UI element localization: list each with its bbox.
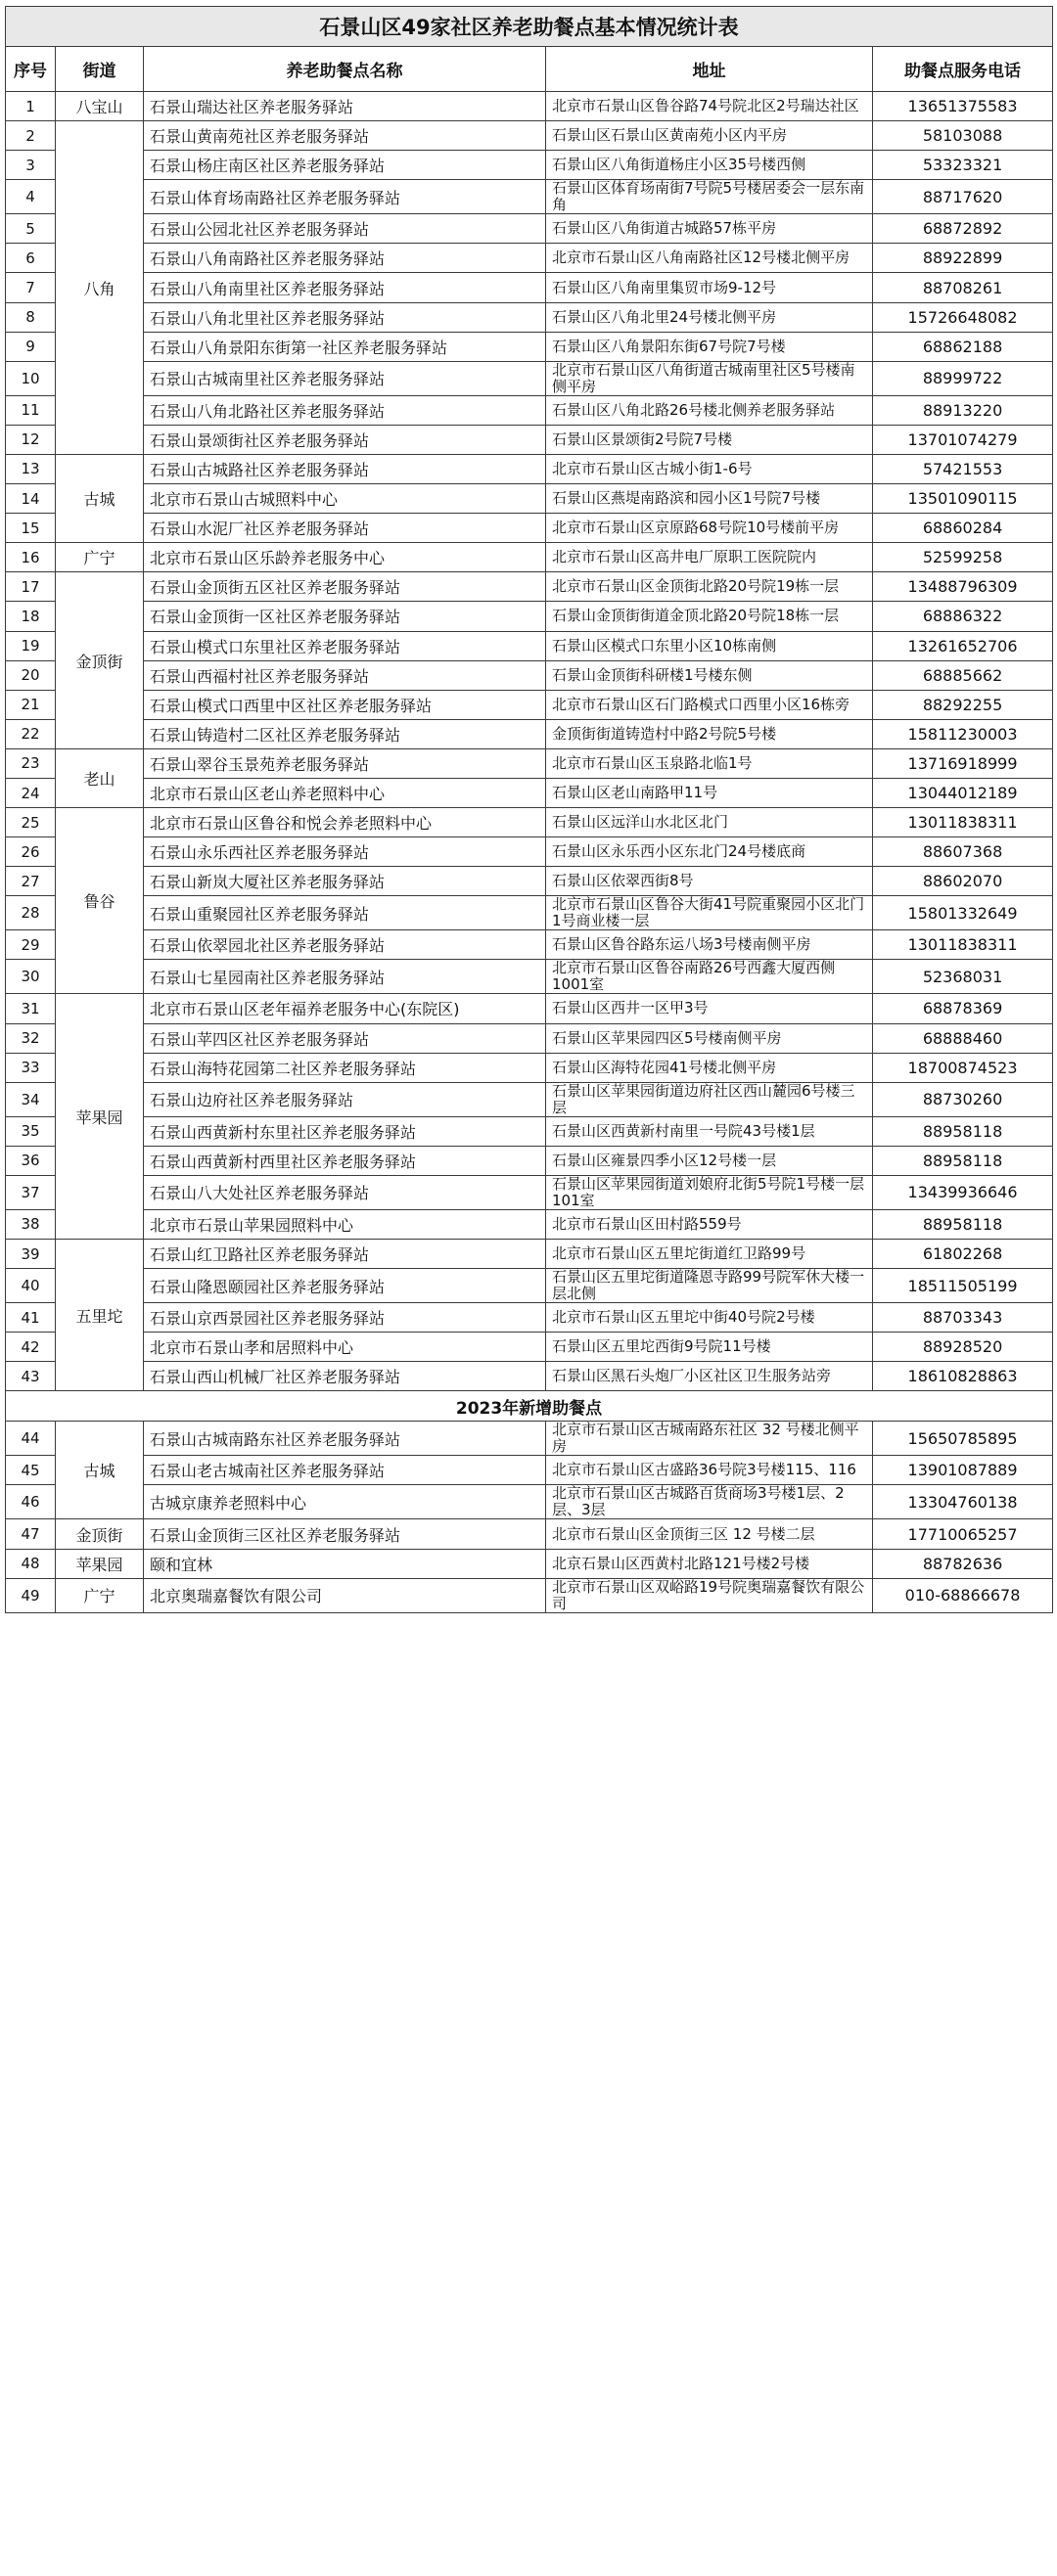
table-row (6, 425, 1053, 454)
row-address: 石景山区体育场南街7号院5号楼居委会一层东南角 (546, 180, 873, 214)
table-row (6, 151, 1053, 180)
table-row (6, 92, 1053, 121)
row-address: 石景山区永乐西小区东北门24号楼底商 (546, 837, 873, 867)
row-street: 广宁 (56, 1578, 144, 1612)
row-address: 石景山金顶街街道金顶北路20号院18栋一层 (546, 602, 873, 631)
row-phone: 88958118 (873, 1146, 1053, 1175)
row-phone: 17710065257 (873, 1519, 1053, 1549)
row-name: 石景山金顶街三区社区养老服务驿站 (144, 1519, 546, 1549)
table-row (6, 690, 1053, 719)
header-phone: 助餐点服务电话 (873, 47, 1053, 92)
row-index: 17 (6, 572, 56, 602)
row-name: 石景山七星园南社区养老服务驿站 (144, 960, 546, 994)
row-street: 金顶街 (56, 572, 144, 749)
row-address: 石景山区八角景阳东街67号院7号楼 (546, 332, 873, 361)
row-index: 42 (6, 1333, 56, 1362)
row-index: 18 (6, 602, 56, 631)
table-row (6, 1362, 1053, 1391)
row-phone: 68878369 (873, 994, 1053, 1023)
row-address: 石景山区八角南里集贸市场9-12号 (546, 273, 873, 302)
table-row (6, 484, 1053, 514)
row-address: 金顶街街道铸造村中路2号院5号楼 (546, 719, 873, 748)
table-row (6, 1240, 1053, 1269)
row-name: 颐和宜林 (144, 1549, 546, 1578)
row-name: 石景山苹四区社区养老服务驿站 (144, 1023, 546, 1053)
row-address: 北京市石景山区八角南路社区12号楼北侧平房 (546, 244, 873, 273)
row-address: 北京市石景山区田村路559号 (546, 1209, 873, 1239)
table-row (6, 1116, 1053, 1146)
row-phone: 88958118 (873, 1209, 1053, 1239)
row-phone: 13439936646 (873, 1175, 1053, 1209)
row-phone: 61802268 (873, 1240, 1053, 1269)
row-index: 46 (6, 1485, 56, 1519)
row-name: 石景山古城路社区养老服务驿站 (144, 454, 546, 483)
row-address: 石景山区苹果园街道边府社区西山麓园6号楼三层 (546, 1082, 873, 1116)
row-address: 石景山区八角北路26号楼北侧养老服务驿站 (546, 395, 873, 425)
row-phone: 68888460 (873, 1023, 1053, 1053)
row-phone: 68862188 (873, 332, 1053, 361)
row-name: 石景山公园北社区养老服务驿站 (144, 214, 546, 244)
table-row (6, 395, 1053, 425)
row-index: 22 (6, 719, 56, 748)
row-index: 12 (6, 425, 56, 454)
row-phone: 88958118 (873, 1116, 1053, 1146)
row-index: 5 (6, 214, 56, 244)
row-street: 八宝山 (56, 92, 144, 121)
row-phone: 13716918999 (873, 748, 1053, 778)
row-name: 北京市石景山区鲁谷和悦会养老照料中心 (144, 808, 546, 837)
row-phone: 68886322 (873, 602, 1053, 631)
row-address: 北京市石景山区鲁谷路74号院北区2号瑞达社区 (546, 92, 873, 121)
row-name: 石景山翠谷玉景苑养老服务驿站 (144, 748, 546, 778)
row-phone: 88708261 (873, 273, 1053, 302)
row-address: 石景山区五里坨西街9号院11号楼 (546, 1333, 873, 1362)
row-address: 北京市石景山区五里坨街道红卫路99号 (546, 1240, 873, 1269)
row-name: 石景山新岚大厦社区养老服务驿站 (144, 867, 546, 896)
row-phone: 52368031 (873, 960, 1053, 994)
row-address: 石景山区依翠西街8号 (546, 867, 873, 896)
row-address: 石景山区远洋山水北区北门 (546, 808, 873, 837)
table-row (6, 1209, 1053, 1239)
row-index: 21 (6, 690, 56, 719)
row-phone: 58103088 (873, 121, 1053, 151)
row-index: 36 (6, 1146, 56, 1175)
row-name: 石景山重聚园社区养老服务驿站 (144, 896, 546, 930)
row-address: 北京市石景山区玉泉路北临1号 (546, 748, 873, 778)
row-name: 石景山边府社区养老服务驿站 (144, 1082, 546, 1116)
row-address: 北京市石景山区古城小街1-6号 (546, 454, 873, 483)
row-index: 44 (6, 1422, 56, 1456)
row-phone: 13701074279 (873, 425, 1053, 454)
table-row (6, 960, 1053, 994)
section-header-2023: 2023年新增助餐点 (6, 1391, 1053, 1422)
row-index: 32 (6, 1023, 56, 1053)
row-name: 石景山古城南里社区养老服务驿站 (144, 361, 546, 395)
row-index: 38 (6, 1209, 56, 1239)
row-address: 北京市石景山区金顶街北路20号院19栋一层 (546, 572, 873, 602)
row-name: 石景山八角北里社区养老服务驿站 (144, 302, 546, 332)
table-row (6, 302, 1053, 332)
table-row (6, 631, 1053, 660)
row-name: 石景山西山机械厂社区养老服务驿站 (144, 1362, 546, 1391)
row-name: 北京市石景山区老山养老照料中心 (144, 778, 546, 807)
row-name: 石景山水泥厂社区养老服务驿站 (144, 514, 546, 543)
row-name: 石景山隆恩颐园社区养老服务驿站 (144, 1269, 546, 1303)
table-row (6, 1146, 1053, 1175)
row-address: 石景山区石景山区黄南苑小区内平房 (546, 121, 873, 151)
row-phone: 88730260 (873, 1082, 1053, 1116)
row-name: 北京奥瑞嘉餐饮有限公司 (144, 1578, 546, 1612)
table-row (6, 121, 1053, 151)
row-phone: 88292255 (873, 690, 1053, 719)
row-phone: 18700874523 (873, 1053, 1053, 1082)
row-name: 北京市石景山区乐龄养老服务中心 (144, 543, 546, 572)
row-name: 石景山八大处社区养老服务驿站 (144, 1175, 546, 1209)
row-address: 北京市石景山区八角街道古城南里社区5号楼南侧平房 (546, 361, 873, 395)
row-index: 13 (6, 454, 56, 483)
row-phone: 010-68866678 (873, 1578, 1053, 1612)
table-row (6, 660, 1053, 690)
row-index: 15 (6, 514, 56, 543)
row-index: 14 (6, 484, 56, 514)
row-address: 石景山区模式口东里小区10栋南侧 (546, 631, 873, 660)
row-phone: 13901087889 (873, 1456, 1053, 1485)
row-phone: 15801332649 (873, 896, 1053, 930)
table-row (6, 1519, 1053, 1549)
header-street: 街道 (56, 47, 144, 92)
row-name: 石景山景颂街社区养老服务驿站 (144, 425, 546, 454)
row-phone: 88922899 (873, 244, 1053, 273)
row-name: 石景山西黄新村西里社区养老服务驿站 (144, 1146, 546, 1175)
row-index: 19 (6, 631, 56, 660)
row-phone: 13651375583 (873, 92, 1053, 121)
row-phone: 15650785895 (873, 1422, 1053, 1456)
row-name: 石景山八角景阳东街第一社区养老服务驿站 (144, 332, 546, 361)
row-name: 石景山依翠园北社区养老服务驿站 (144, 930, 546, 960)
row-index: 48 (6, 1549, 56, 1578)
row-name: 石景山红卫路社区养老服务驿站 (144, 1240, 546, 1269)
stats-sheet (5, 6, 1052, 1613)
row-phone: 18511505199 (873, 1269, 1053, 1303)
row-address: 北京市石景山区古城路百货商场3号楼1层、2层、3层 (546, 1485, 873, 1519)
row-phone: 13261652706 (873, 631, 1053, 660)
row-address: 北京市石景山区鲁谷南路26号西鑫大厦西侧1001室 (546, 960, 873, 994)
row-address: 石景山区西黄新村南里一号院43号楼1层 (546, 1116, 873, 1146)
table-row (6, 1578, 1053, 1612)
row-phone: 52599258 (873, 543, 1053, 572)
table-row (6, 719, 1053, 748)
row-index: 9 (6, 332, 56, 361)
row-index: 28 (6, 896, 56, 930)
row-phone: 68860284 (873, 514, 1053, 543)
row-name: 石景山海特花园第二社区养老服务驿站 (144, 1053, 546, 1082)
row-street: 五里坨 (56, 1240, 144, 1391)
table-row (6, 1303, 1053, 1333)
row-index: 16 (6, 543, 56, 572)
row-name: 石景山铸造村二区社区养老服务驿站 (144, 719, 546, 748)
row-index: 30 (6, 960, 56, 994)
row-index: 11 (6, 395, 56, 425)
table-row (6, 332, 1053, 361)
row-address: 北京市石景山区京原路68号院10号楼前平房 (546, 514, 873, 543)
row-index: 49 (6, 1578, 56, 1612)
row-phone: 13501090115 (873, 484, 1053, 514)
row-street: 苹果园 (56, 994, 144, 1240)
row-address: 石景山区苹果园四区5号楼南侧平房 (546, 1023, 873, 1053)
row-address: 石景山区西井一区甲3号 (546, 994, 873, 1023)
row-phone: 15726648082 (873, 302, 1053, 332)
row-phone: 18610828863 (873, 1362, 1053, 1391)
row-address: 北京市石景山区古城南路东社区 32 号楼北侧平房 (546, 1422, 873, 1456)
row-name: 石景山西福村社区养老服务驿站 (144, 660, 546, 690)
row-address: 石景山区八角北里24号楼北侧平房 (546, 302, 873, 332)
table-row (6, 1175, 1053, 1209)
row-phone: 57421553 (873, 454, 1053, 483)
table-row (6, 273, 1053, 302)
table-row (6, 808, 1053, 837)
row-address: 北京石景山区西黄村北路121号楼2号楼 (546, 1549, 873, 1578)
table-row (6, 602, 1053, 631)
row-address: 北京市石景山区鲁谷大街41号院重聚园小区北门1号商业楼一层 (546, 896, 873, 930)
row-address: 石景山区雍景四季小区12号楼一层 (546, 1146, 873, 1175)
row-name: 石景山杨庄南区社区养老服务驿站 (144, 151, 546, 180)
row-address: 石景山区黑石头炮厂小区社区卫生服务站旁 (546, 1362, 873, 1391)
stats-table (5, 6, 1053, 1613)
row-address: 北京市石景山区五里坨中街40号院2号楼 (546, 1303, 873, 1333)
row-index: 43 (6, 1362, 56, 1391)
row-phone: 68885662 (873, 660, 1053, 690)
row-street: 金顶街 (56, 1519, 144, 1549)
row-name: 石景山瑞达社区养老服务驿站 (144, 92, 546, 121)
row-index: 1 (6, 92, 56, 121)
row-index: 3 (6, 151, 56, 180)
row-address: 北京市石景山区双峪路19号院奥瑞嘉餐饮有限公司 (546, 1578, 873, 1612)
row-address: 北京市石景山区石门路模式口西里小区16栋旁 (546, 690, 873, 719)
table-row (6, 244, 1053, 273)
table-row (6, 1485, 1053, 1519)
row-street: 八角 (56, 121, 144, 455)
row-address: 北京市石景山区古盛路36号院3号楼115、116 (546, 1456, 873, 1485)
table-row (6, 543, 1053, 572)
row-index: 34 (6, 1082, 56, 1116)
table-row (6, 867, 1053, 896)
table-row (6, 1422, 1053, 1456)
row-phone: 13488796309 (873, 572, 1053, 602)
row-name: 石景山八角南路社区养老服务驿站 (144, 244, 546, 273)
table-row (6, 214, 1053, 244)
row-index: 2 (6, 121, 56, 151)
row-index: 26 (6, 837, 56, 867)
row-address: 北京市石景山区金顶街三区 12 号楼二层 (546, 1519, 873, 1549)
row-phone: 88782636 (873, 1549, 1053, 1578)
row-phone: 13011838311 (873, 930, 1053, 960)
row-index: 29 (6, 930, 56, 960)
table-row (6, 1053, 1053, 1082)
table-row (6, 896, 1053, 930)
row-index: 41 (6, 1303, 56, 1333)
row-phone: 13011838311 (873, 808, 1053, 837)
row-phone: 88913220 (873, 395, 1053, 425)
table-row (6, 837, 1053, 867)
row-index: 4 (6, 180, 56, 214)
row-address: 石景山区鲁谷路东运八场3号楼南侧平房 (546, 930, 873, 960)
row-index: 23 (6, 748, 56, 778)
row-name: 石景山西黄新村东里社区养老服务驿站 (144, 1116, 546, 1146)
row-name: 石景山黄南苑社区养老服务驿站 (144, 121, 546, 151)
table-row (6, 930, 1053, 960)
row-index: 33 (6, 1053, 56, 1082)
table-row (6, 1333, 1053, 1362)
row-index: 39 (6, 1240, 56, 1269)
row-index: 24 (6, 778, 56, 807)
row-name: 石景山京西景园社区养老服务驿站 (144, 1303, 546, 1333)
row-address: 石景山金顶街科研楼1号楼东侧 (546, 660, 873, 690)
row-index: 6 (6, 244, 56, 273)
table-row (6, 1456, 1053, 1485)
row-street: 老山 (56, 748, 144, 807)
table-row (6, 514, 1053, 543)
row-name: 古城京康养老照料中心 (144, 1485, 546, 1519)
row-street: 苹果园 (56, 1549, 144, 1578)
row-index: 25 (6, 808, 56, 837)
row-address: 石景山区景颂街2号院7号楼 (546, 425, 873, 454)
row-name: 石景山八角南里社区养老服务驿站 (144, 273, 546, 302)
table-row (6, 572, 1053, 602)
table-row (6, 1082, 1053, 1116)
row-address: 石景山区八角街道古城路57栋平房 (546, 214, 873, 244)
row-index: 37 (6, 1175, 56, 1209)
row-name: 石景山体育场南路社区养老服务驿站 (144, 180, 546, 214)
row-phone: 13304760138 (873, 1485, 1053, 1519)
table-row (6, 778, 1053, 807)
row-name: 北京市石景山古城照料中心 (144, 484, 546, 514)
row-index: 35 (6, 1116, 56, 1146)
row-phone: 13044012189 (873, 778, 1053, 807)
row-street: 广宁 (56, 543, 144, 572)
row-street: 鲁谷 (56, 808, 144, 994)
table-row (6, 1023, 1053, 1053)
row-name: 石景山模式口西里中区社区养老服务驿站 (144, 690, 546, 719)
row-index: 8 (6, 302, 56, 332)
row-phone: 88717620 (873, 180, 1053, 214)
row-phone: 88928520 (873, 1333, 1053, 1362)
row-street: 古城 (56, 454, 144, 542)
table-row (6, 454, 1053, 483)
row-name: 石景山永乐西社区养老服务驿站 (144, 837, 546, 867)
row-phone: 88602070 (873, 867, 1053, 896)
row-address: 石景山区燕堤南路滨和园小区1号院7号楼 (546, 484, 873, 514)
table-row (6, 994, 1053, 1023)
row-name: 北京市石景山孝和居照料中心 (144, 1333, 546, 1362)
row-address: 石景山区八角街道杨庄小区35号楼西侧 (546, 151, 873, 180)
row-index: 40 (6, 1269, 56, 1303)
row-name: 北京市石景山苹果园照料中心 (144, 1209, 546, 1239)
table-row (6, 1269, 1053, 1303)
table-row (6, 1549, 1053, 1578)
row-phone: 88607368 (873, 837, 1053, 867)
header-address: 地址 (546, 47, 873, 92)
row-index: 45 (6, 1456, 56, 1485)
row-index: 7 (6, 273, 56, 302)
row-phone: 68872892 (873, 214, 1053, 244)
row-name: 石景山金顶街一区社区养老服务驿站 (144, 602, 546, 631)
row-name: 石景山金顶街五区社区养老服务驿站 (144, 572, 546, 602)
table-row (6, 180, 1053, 214)
header-name: 养老助餐点名称 (144, 47, 546, 92)
row-phone: 88999722 (873, 361, 1053, 395)
row-index: 47 (6, 1519, 56, 1549)
row-name: 石景山模式口东里社区养老服务驿站 (144, 631, 546, 660)
row-address: 石景山区苹果园街道刘娘府北街5号院1号楼一层101室 (546, 1175, 873, 1209)
row-index: 10 (6, 361, 56, 395)
row-name: 北京市石景山区老年福养老服务中心(东院区) (144, 994, 546, 1023)
table-row (6, 748, 1053, 778)
row-index: 20 (6, 660, 56, 690)
row-phone: 15811230003 (873, 719, 1053, 748)
row-address: 北京市石景山区高井电厂原职工医院院内 (546, 543, 873, 572)
table-row (6, 361, 1053, 395)
row-address: 石景山区海特花园41号楼北侧平房 (546, 1053, 873, 1082)
row-phone: 88703343 (873, 1303, 1053, 1333)
row-name: 石景山古城南路东社区养老服务驿站 (144, 1422, 546, 1456)
row-address: 石景山区五里坨街道隆恩寺路99号院军休大楼一层北侧 (546, 1269, 873, 1303)
row-index: 27 (6, 867, 56, 896)
table-title: 石景山区49家社区养老助餐点基本情况统计表 (6, 7, 1053, 47)
row-street: 古城 (56, 1422, 144, 1519)
row-address: 石景山区老山南路甲11号 (546, 778, 873, 807)
row-phone: 53323321 (873, 151, 1053, 180)
row-name: 石景山老古城南社区养老服务驿站 (144, 1456, 546, 1485)
header-index: 序号 (6, 47, 56, 92)
row-index: 31 (6, 994, 56, 1023)
row-name: 石景山八角北路社区养老服务驿站 (144, 395, 546, 425)
